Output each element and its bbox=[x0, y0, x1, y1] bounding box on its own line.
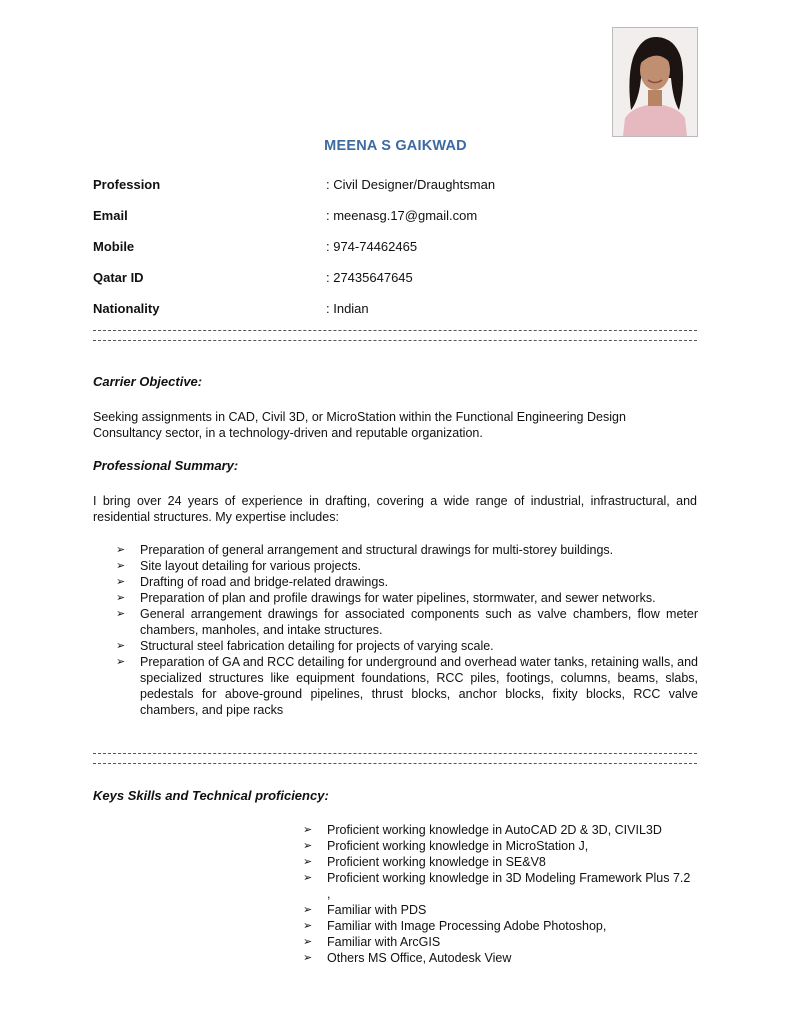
list-item-text: Proficient working knowledge in SE&V8 bbox=[327, 855, 546, 869]
list-item bbox=[116, 558, 698, 574]
list-item bbox=[116, 542, 698, 558]
skills-list bbox=[303, 822, 693, 966]
info-value: : meenasg.17@gmail.com bbox=[326, 208, 478, 223]
list-item-text: Others MS Office, Autodesk View bbox=[327, 951, 512, 965]
list-item bbox=[303, 822, 693, 838]
list-item bbox=[116, 638, 698, 654]
dashed-divider bbox=[93, 753, 697, 764]
list-item bbox=[303, 950, 693, 966]
list-item bbox=[116, 606, 698, 638]
candidate-name: MEENA S GAIKWAD bbox=[324, 138, 467, 154]
arrow-bullet-icon: ➢ bbox=[116, 560, 126, 572]
list-item-text: Proficient working knowledge in AutoCAD 2D & 3D, CIVIL3D bbox=[327, 823, 662, 837]
list-item bbox=[303, 934, 693, 950]
info-value: : 27435647645 bbox=[326, 270, 413, 285]
info-label: Email bbox=[93, 208, 128, 223]
arrow-bullet-icon: ➢ bbox=[303, 936, 313, 948]
info-label: Qatar ID bbox=[93, 270, 144, 285]
list-item bbox=[303, 870, 693, 902]
list-item bbox=[303, 918, 693, 934]
list-item-text: Preparation of GA and RCC detailing for underground and overhead water tanks, retaining walls, and specialized structures like equipment foundations, RCC piles, footings, columns, beams, slabs, pedestals for above-ground pipelines, thrust blocks, anchor blocks, fixity blocks, RCC valve chambers, and pipe racks bbox=[140, 655, 698, 717]
profile-photo bbox=[612, 27, 698, 137]
arrow-bullet-icon: ➢ bbox=[303, 856, 313, 868]
portrait-image bbox=[613, 28, 697, 136]
list-item-text: Familiar with PDS bbox=[327, 903, 427, 917]
summary-heading: Professional Summary: bbox=[93, 458, 239, 473]
dashed-divider bbox=[93, 330, 697, 341]
arrow-bullet-icon: ➢ bbox=[303, 904, 313, 916]
info-value: : Civil Designer/Draughtsman bbox=[326, 177, 496, 192]
list-item-text: Site layout detailing for various projects. bbox=[140, 559, 361, 573]
info-label: Profession bbox=[93, 177, 161, 192]
list-item-text: Preparation of plan and profile drawings for water pipelines, stormwater, and sewer networks. bbox=[140, 591, 656, 605]
list-item-text: Proficient working knowledge in MicroStation J, bbox=[327, 839, 589, 853]
list-item bbox=[303, 902, 693, 918]
list-item-text: Familiar with ArcGIS bbox=[327, 935, 441, 949]
info-label: Mobile bbox=[93, 239, 135, 254]
arrow-bullet-icon: ➢ bbox=[303, 824, 313, 836]
list-item-text: General arrangement drawings for associated components such as valve chambers, flow meter chambers, manholes, and intake structures. bbox=[140, 607, 698, 637]
list-item-text: Preparation of general arrangement and structural drawings for multi-storey buildings. bbox=[140, 543, 614, 557]
list-item-text: Drafting of road and bridge-related drawings. bbox=[140, 575, 389, 589]
list-item bbox=[116, 574, 698, 590]
list-item bbox=[116, 590, 698, 606]
objective-text: Seeking assignments in CAD, Civil 3D, or MicroStation within the Functional Engineering Design Consultancy sector, in a technology-driven and reputable organization. bbox=[93, 410, 626, 440]
arrow-bullet-icon: ➢ bbox=[116, 544, 126, 556]
info-label: Nationality bbox=[93, 301, 160, 316]
arrow-bullet-icon: ➢ bbox=[116, 640, 126, 652]
arrow-bullet-icon: ➢ bbox=[116, 576, 126, 588]
arrow-bullet-icon: ➢ bbox=[116, 592, 126, 604]
objective-heading: Carrier Objective: bbox=[93, 374, 203, 389]
info-value: : 974-74462465 bbox=[326, 239, 418, 254]
arrow-bullet-icon: ➢ bbox=[116, 656, 126, 668]
arrow-bullet-icon: ➢ bbox=[303, 840, 313, 852]
list-item-text: Structural steel fabrication detailing for projects of varying scale. bbox=[140, 639, 494, 653]
arrow-bullet-icon: ➢ bbox=[303, 952, 313, 964]
skills-heading: Keys Skills and Technical proficiency: bbox=[93, 788, 329, 803]
list-item bbox=[303, 854, 693, 870]
summary-intro: I bring over 24 years of experience in drafting, covering a wide range of industrial, infrastructural, and residential structures. My expertise includes: bbox=[93, 494, 697, 524]
arrow-bullet-icon: ➢ bbox=[303, 920, 313, 932]
arrow-bullet-icon: ➢ bbox=[303, 872, 313, 884]
arrow-bullet-icon: ➢ bbox=[116, 608, 126, 620]
list-item-text: Familiar with Image Processing Adobe Photoshop, bbox=[327, 919, 607, 933]
list-item bbox=[116, 654, 698, 718]
list-item-text: Proficient working knowledge in 3D Modeling Framework Plus 7.2 , bbox=[327, 871, 691, 901]
summary-list bbox=[116, 542, 698, 718]
info-value: : Indian bbox=[326, 301, 369, 316]
list-item bbox=[303, 838, 693, 854]
